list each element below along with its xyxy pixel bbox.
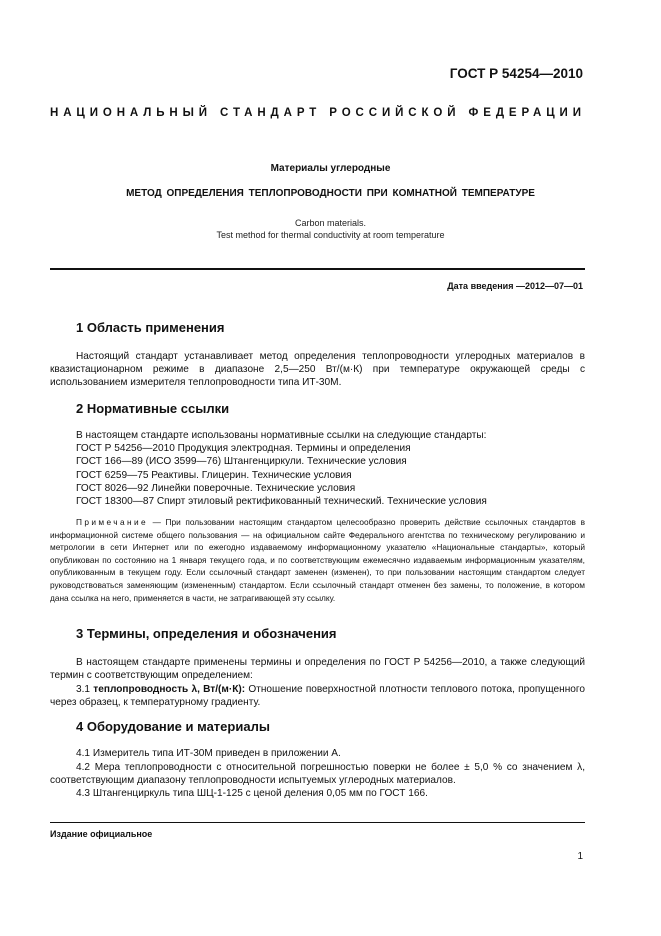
page-number: 1: [577, 851, 583, 862]
section-2-note: [50, 516, 585, 604]
document-title: МЕТОД ОПРЕДЕЛЕНИЯ ТЕПЛОПРОВОДНОСТИ ПРИ КОМНАТНОЙ ТЕМПЕРАТУРЕ: [126, 188, 535, 199]
reference-item: ГОСТ 8026—92 Линейки поверочные. Технические условия: [76, 483, 356, 494]
section-4-heading: 4 Оборудование и материалы: [76, 719, 270, 734]
section-3-heading: 3 Термины, определения и обозначения: [76, 626, 337, 641]
document-number: ГОСТ Р 54254—2010: [449, 66, 583, 81]
note-text: — При пользовании настоящим стандартом целесообразно проверить действие ссылочных стандартов в информационной системе общего пользования — на официальном сайте Федерального агентства по техническому регулированию и метрологии в сети Интернет или по ежегодно издаваемому информационному указателю «Национальные стандарты», который опубликован по состоянию на 1 января текущего года, и по соответствующим ежемесячно издаваемым информационным указателям, опубликованным в текущем году. Если ссылочный стандарт заменен (изменен), то при пользовании настоящим стандартом следует руководствоваться заменяющим (измененным) стандартом. Если ссылочный стандарт отменен без замены, то положение, в котором дана ссылка на него, применяется в части, не затрагивающей эту ссылку.: [50, 517, 585, 603]
reference-item: ГОСТ 166—89 (ИСО 3599—76) Штангенциркули. Технические условия: [76, 456, 407, 467]
footer-divider: [50, 822, 585, 823]
edition-label: Издание официальное: [50, 829, 153, 839]
english-title-line2: Test method for thermal conductivity at room temperature: [216, 230, 445, 240]
term-name: теплопроводность λ, Вт/(м·К):: [93, 684, 246, 695]
reference-item: ГОСТ 6259—75 Реактивы. Глицерин. Технические условия: [76, 470, 352, 481]
section-3-intro: В настоящем стандарте применены термины и определения по ГОСТ Р 54256—2010, а также следующий термин с соответствующим определением:: [50, 657, 585, 682]
reference-item: ГОСТ Р 54256—2010 Продукция электродная. Термины и определения: [76, 443, 411, 454]
term-text: Отношение поверхностной плотности теплового потока, пропущенного через образец, к температурному градиенту.: [50, 684, 585, 709]
section-4-item-3: 4.3 Штангенциркуль типа ШЦ-1-125 с ценой деления 0,05 мм по ГОСТ 166.: [76, 788, 428, 799]
national-standard-banner: НАЦИОНАЛЬНЫЙ СТАНДАРТ РОССИЙСКОЙ ФЕДЕРАЦИИ: [50, 107, 586, 119]
document-subject: Материалы углеродные: [270, 163, 391, 174]
section-4-item-2: 4.2 Мера теплопроводности с относительной погрешностью поверки не более ± 5,0 % со значением λ, соответствующим диапазону теплопроводности испытуемых углеродных материалов.: [50, 762, 585, 787]
section-4-item-1: 4.1 Измеритель типа ИТ-30М приведен в приложении А.: [76, 748, 341, 759]
term-definition: [50, 683, 585, 709]
note-label: Примечание: [76, 517, 149, 527]
reference-item: ГОСТ 18300—87 Спирт этиловый ректификованный технический. Технические условия: [76, 496, 487, 507]
section-2-heading: 2 Нормативные ссылки: [76, 401, 230, 416]
term-number: 3.1: [76, 684, 91, 695]
header-divider: [50, 268, 585, 270]
english-title-line1: Carbon materials.: [294, 218, 367, 228]
section-1-text: Настоящий стандарт устанавливает метод определения теплопроводности углеродных материалов в квазистационарном режиме в диапазоне 2,5—250 Вт/(м·К) при температуре окружающей среды с использованием измерителя теплопроводности типа ИТ-30М.: [50, 351, 585, 389]
introduction-date: Дата введения —2012—07—01: [447, 281, 583, 291]
section-2-intro: В настоящем стандарте использованы нормативные ссылки на следующие стандарты:: [76, 430, 487, 441]
section-1-heading: 1 Область применения: [76, 320, 225, 335]
